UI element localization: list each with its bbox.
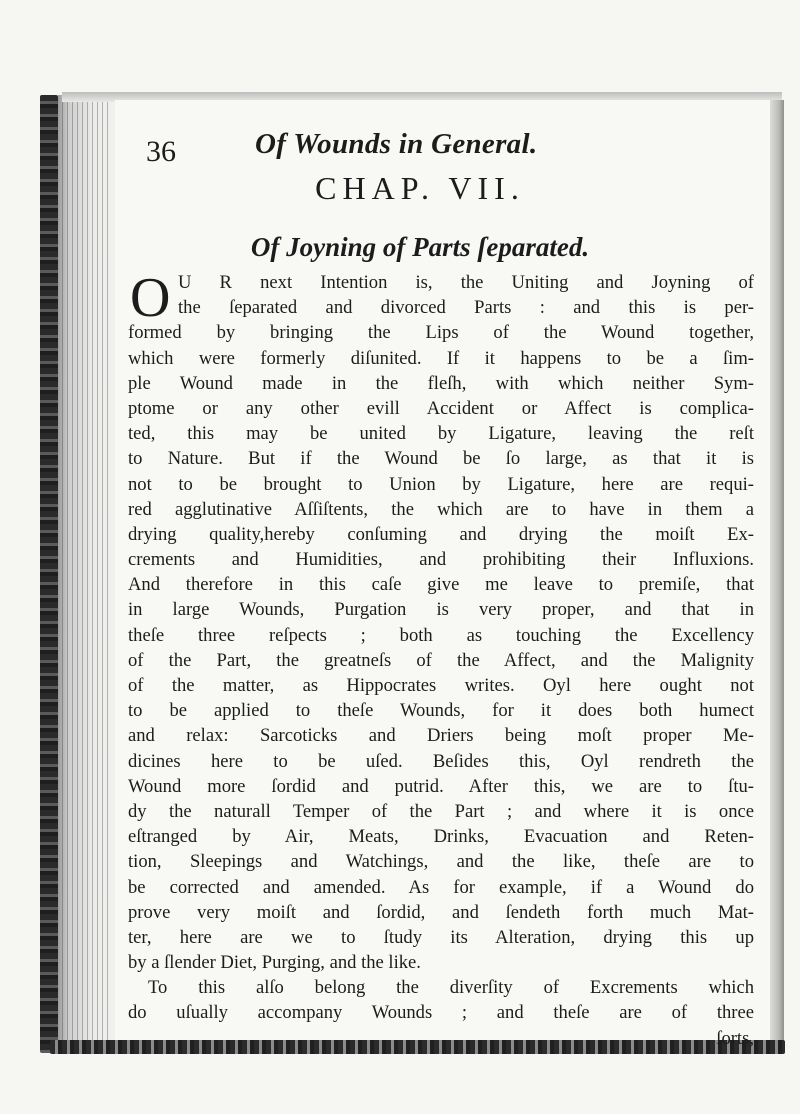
text-line: and relax: Sarcoticks and Driers being moſt proper Me-	[128, 725, 754, 747]
chapter-title: Of Joyning of Parts ſeparated.	[250, 232, 590, 262]
text-line: eſtranged by Air, Meats, Drinks, Evacuation and Reten-	[128, 826, 754, 848]
page-number: 36	[146, 135, 176, 168]
text-line: U R next Intention is, the Uniting and Joyning of	[178, 272, 754, 293]
text-line: drying quality,hereby conſuming and drying the moiſt Ex-	[128, 523, 754, 545]
text-line: by a ſlender Diet, Purging, and the like.	[128, 952, 421, 974]
text-line: dy the naturall Temper of the Part ; and where it is once	[128, 800, 754, 822]
text-line: ter, here are we to ſtudy its Alteration, drying this up	[128, 926, 754, 948]
text-line: red agglutinative Aſſiſtents, the which are to have in them a	[128, 498, 754, 520]
text-line: of the matter, as Hippocrates writes. Oyl here ought not	[128, 675, 754, 696]
text-line: theſe three reſpects ; both as touching the Excellency	[128, 624, 754, 646]
text-line: do uſually accompany Wounds ; and theſe are of three	[128, 1002, 754, 1024]
book-spine-edge	[40, 95, 58, 1053]
text-line: of the Part, the greatneſs of the Affect, and the Malignity	[128, 649, 754, 671]
text-line: ptome or any other evill Accident or Affect is complica-	[128, 397, 754, 419]
text-line: crements and Humidities, and prohibiting their Influxions.	[128, 549, 754, 571]
text-line: in large Wounds, Purgation is very proper, and that in	[128, 599, 754, 621]
right-page-edge	[770, 100, 784, 1050]
text-line: be corrected and amended. As for example, if a Wound do	[128, 876, 754, 898]
text-line: ple Wound made in the fleſh, with which neither Sym-	[128, 372, 754, 394]
chapter-heading: CHAP. VII.	[315, 170, 525, 206]
text-line: dicines here to be uſed. Beſides this, Oyl rendreth the	[128, 750, 754, 772]
text-line: ted, this may be united by Ligature, leaving the reſt	[128, 423, 754, 445]
text-line: to Nature. But if the Wound be ſo large, as that it is	[128, 448, 754, 470]
text-line: which were formerly diſunited. If it happens to be a ſim-	[128, 347, 754, 369]
drop-cap: O	[130, 267, 171, 329]
running-title: Of Wounds in General.	[255, 128, 538, 160]
text-line: formed by bringing the Lips of the Wound together,	[128, 322, 754, 344]
text-line: Wound more ſordid and putrid. After this, we are to ſtu-	[128, 775, 754, 797]
catchword: ſorts,	[716, 1027, 754, 1049]
body-text	[128, 267, 754, 1051]
page-edges	[62, 98, 112, 1048]
text-line: not to be brought to Union by Ligature, here are requi-	[128, 473, 754, 495]
text-line: tion, Sleepings and Watchings, and the like, theſe are to	[128, 851, 754, 873]
text-line: to be applied to theſe Wounds, for it does both humect	[128, 700, 754, 722]
text-line: the ſeparated and divorced Parts : and this is per-	[178, 297, 754, 319]
text-line: prove very moiſt and ſordid, and ſendeth forth much Mat-	[128, 901, 754, 923]
text-line: To this alſo belong the diverſity of Excrements which	[148, 977, 754, 999]
text-line: And therefore in this caſe give me leave to premiſe, that	[128, 574, 754, 596]
